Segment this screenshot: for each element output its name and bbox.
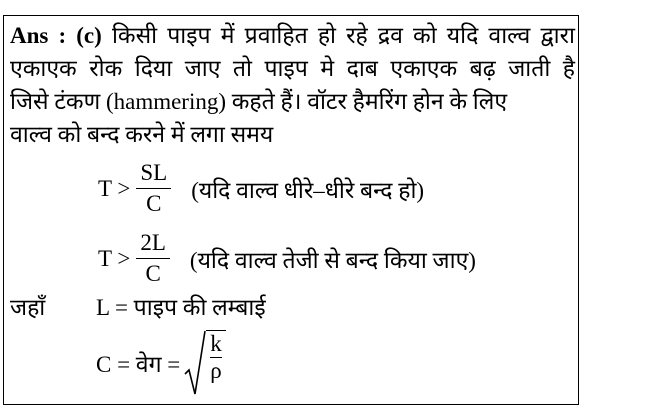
- formula-velocity: [96, 330, 226, 396]
- formula-2-condition: (यदि वाल्व तेजी से बन्द किया जाए): [189, 247, 476, 273]
- square-root: [184, 330, 226, 396]
- answer-text-1: किसी पाइप में प्रवाहित हो रहे द्रव को यदि वाल्व द्वारा: [111, 23, 576, 48]
- formula-fast-closure: [98, 230, 476, 287]
- radicand: [206, 330, 226, 396]
- answer-line-4: वाल्व को बन्द करने में लगा समय: [10, 122, 274, 147]
- formula-1-condition: (यदि वाल्व धीरे–धीरे बन्द हो): [191, 177, 425, 203]
- formula-2-lhs: T >: [98, 245, 131, 271]
- formula-1-denominator: C: [146, 191, 162, 216]
- formula-3-denominator: ρ: [210, 358, 222, 383]
- formula-2-denominator: C: [145, 261, 161, 286]
- formula-1-fraction: [136, 160, 171, 217]
- formula-3-numerator: k: [210, 331, 222, 356]
- answer-label: Ans : (c): [10, 23, 102, 48]
- formula-2-fraction: [136, 230, 170, 287]
- where-label: जहाँ: [10, 295, 46, 320]
- formula-2-numerator: 2L: [140, 230, 166, 255]
- formula-1-lhs: T >: [98, 175, 131, 201]
- formula-3-lhs: C = वेग =: [96, 352, 181, 377]
- answer-line-3: जिसे टंकण (hammering) कहते हैं। वॉटर हैमरिंग होन के लिए: [10, 89, 508, 114]
- formula-slow-closure: [98, 160, 424, 217]
- formula-1-numerator: SL: [140, 160, 168, 185]
- answer-line-2: एकाएक रोक दिया जाए तो पाइप मे दाब एकाएक बढ़ जाती है: [10, 56, 575, 81]
- radical-sign-icon: [184, 330, 206, 396]
- answer-line-1: [10, 22, 575, 50]
- where-definition: L = पाइप की लम्बाई: [96, 295, 266, 320]
